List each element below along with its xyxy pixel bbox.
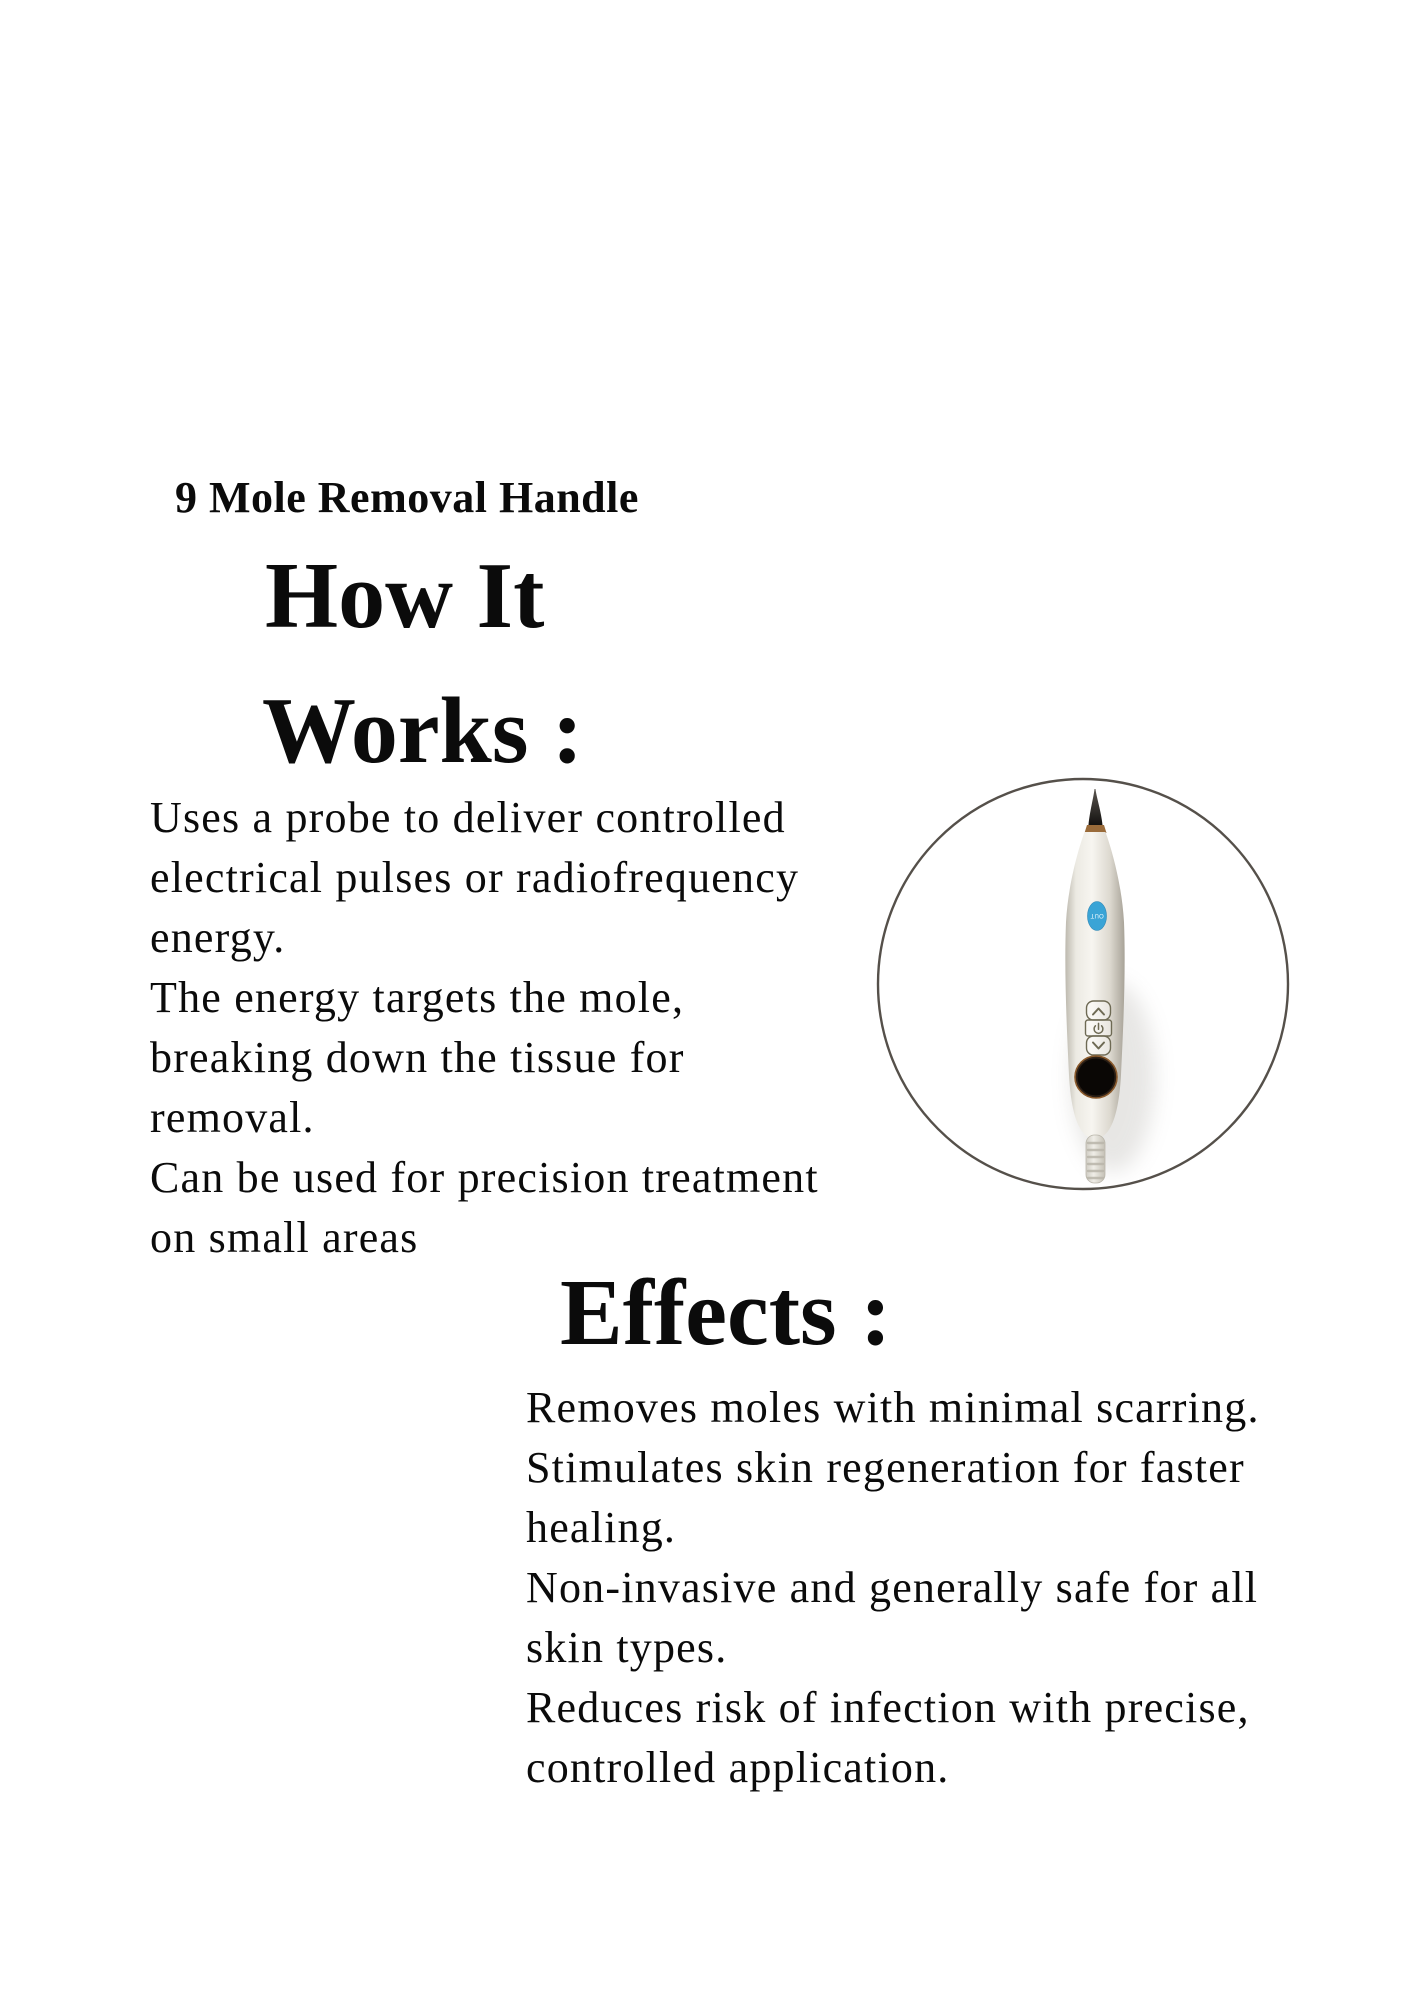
- device-photo-svg: [875, 777, 1292, 1192]
- text-line: Reduces risk of infection with precise,: [526, 1683, 1250, 1732]
- text-line: on small areas: [150, 1213, 419, 1262]
- pen-up-button: [1087, 1001, 1111, 1020]
- text-line: Non-invasive and generally safe for all: [526, 1563, 1259, 1612]
- text-line: energy.: [150, 913, 286, 962]
- effects-paragraph: [526, 1378, 1260, 1798]
- text-line: Uses a probe to deliver controlled: [150, 793, 786, 842]
- how-it-works-heading-line1: How It: [265, 544, 545, 648]
- how-it-works-heading-line2: Works :: [262, 679, 584, 783]
- text-line: skin types.: [526, 1623, 728, 1672]
- pen-out-button-label: OUT: [1090, 912, 1104, 918]
- how-it-works-paragraph: [150, 788, 819, 1268]
- text-line: breaking down the tissue for: [150, 1033, 685, 1082]
- pen-copper-collar: [1085, 825, 1107, 833]
- text-line: removal.: [150, 1093, 315, 1142]
- text-line: healing.: [526, 1503, 677, 1552]
- pen-down-button: [1087, 1036, 1111, 1055]
- pen-probe-hole: [1078, 1059, 1115, 1096]
- text-line: Removes moles with minimal scarring.: [526, 1383, 1260, 1432]
- effects-heading: Effects :: [560, 1261, 892, 1365]
- text-line: Can be used for precision treatment: [150, 1153, 819, 1202]
- text-line: electrical pulses or radiofrequency: [150, 853, 800, 902]
- page-title: 9 Mole Removal Handle: [175, 473, 639, 522]
- text-line: The energy targets the mole,: [150, 973, 685, 1022]
- device-photo: [875, 777, 1292, 1192]
- pen-cable: [1086, 1135, 1105, 1183]
- text-line: Stimulates skin regeneration for faster: [526, 1443, 1245, 1492]
- text-line: controlled application.: [526, 1743, 950, 1792]
